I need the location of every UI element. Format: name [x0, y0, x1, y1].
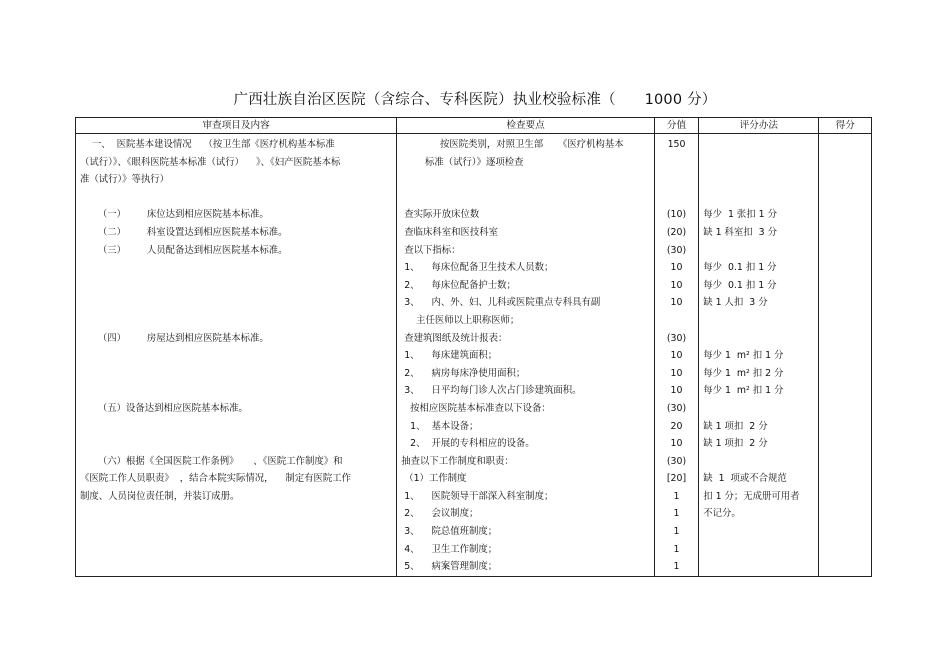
method-line	[401, 171, 650, 189]
item-line: （一） 床位达到相应医院基本标准。	[80, 209, 269, 221]
header-final: 得分	[819, 118, 872, 134]
score-value: 10	[670, 350, 683, 362]
rule-line	[703, 171, 814, 189]
score-value: (30)	[666, 455, 687, 467]
rule-line: 缺 1 科室扣 3 分	[703, 226, 777, 238]
item-line	[80, 418, 392, 436]
header-method: 检查要点	[397, 118, 655, 134]
item-line	[80, 294, 392, 312]
item-line	[80, 189, 392, 207]
item-line	[80, 312, 392, 330]
score-value: 10	[670, 262, 683, 274]
method-line: 5、 病案管理制度；	[401, 561, 498, 573]
method-line: 1、 医院领导干部深入科室制度；	[401, 490, 554, 502]
item-line: （试行）》、《眼科医院基本标准（试行） 》、《妇产医院基本标	[80, 156, 341, 168]
rule-line: 扣 1 分；无成册可用者	[703, 490, 800, 502]
rule-line: 每少 1 m² 扣 1 分	[703, 385, 784, 397]
standards-table	[75, 117, 872, 577]
method-line: 1、 每床建筑面积；	[401, 350, 498, 362]
rule-line	[703, 400, 814, 418]
rule-line: 缺 1 项或不合规范	[703, 473, 787, 485]
score-value: (30)	[666, 402, 687, 414]
rule-line: 每少 1 张扣 1 分	[703, 209, 777, 221]
score-value: (10)	[666, 209, 687, 221]
score-value: 10	[670, 367, 683, 379]
method-line: 2、 会议制度；	[401, 508, 479, 520]
scoring-method-column	[699, 134, 819, 577]
score-value	[659, 312, 694, 330]
item-line: （二） 科室设置达到相应医院基本标准。	[80, 226, 288, 238]
method-line: 按相应医院基本标准查以下设备：	[401, 402, 551, 414]
rule-line: 缺 1 人扣 3 分	[703, 297, 768, 309]
score-value	[659, 189, 694, 207]
item-line	[80, 365, 392, 383]
header-rule: 评分办法	[699, 118, 819, 134]
method-line: 1、 基本设备；	[401, 420, 479, 432]
rule-line	[703, 330, 814, 348]
score-value: 1	[673, 490, 680, 502]
method-line: 查建筑图纸及统计报表：	[401, 332, 508, 344]
item-line: （六）根据《全国医院工作条例》 、《医院工作制度》和	[80, 455, 343, 467]
method-line: 主任医师以上职称医师；	[401, 314, 520, 326]
item-line: 《医院工作人员职责》 ，结合本院实际情况， 制定有医院工作	[80, 473, 352, 485]
item-line: （四） 房屋达到相应医院基本标准。	[80, 332, 269, 344]
score-value: 10	[670, 385, 683, 397]
item-line: （五）设备达到相应医院基本标准。	[80, 402, 248, 414]
score-value: (30)	[666, 332, 687, 344]
rule-line: 每少 1 m² 扣 1 分	[703, 350, 784, 362]
score-value: 10	[670, 438, 683, 450]
score-value: (20)	[666, 226, 687, 238]
rule-line	[703, 189, 814, 207]
method-line: 2、 开展的专科相应的设备。	[401, 438, 535, 450]
item-line: 制度、人员岗位责任制，并装订成册。	[80, 490, 240, 502]
review-items-column	[76, 134, 397, 577]
item-line: 一、 医院基本建设情况 （按卫生部《医疗机构基本标准	[80, 139, 335, 150]
method-line: 1、 每床位配备卫生技术人员数；	[401, 262, 554, 274]
rule-line: 缺 1 项扣 2 分	[703, 438, 768, 450]
score-value	[659, 154, 694, 172]
score-value: 1	[673, 526, 680, 538]
header-score: 分值	[654, 118, 698, 134]
check-points-column	[397, 134, 655, 577]
method-line: 查以下指标：	[401, 244, 461, 256]
rule-line: 每少 0.1 扣 1 分	[703, 279, 777, 291]
table-header-row	[76, 118, 872, 134]
item-line	[80, 259, 392, 277]
page-title: 广西壮族自治区医院（含综合、专科医院）执业校验标准（ 1000 分）	[233, 92, 717, 108]
method-line: 3、 内、外、妇、儿科或医院重点专科具有副	[401, 297, 601, 309]
method-line	[401, 189, 650, 207]
rule-line	[703, 242, 814, 260]
score-value: 1	[673, 508, 680, 520]
method-line: 4、 卫生工作制度；	[401, 543, 498, 555]
score-value: 1	[673, 543, 680, 555]
item-line	[80, 382, 392, 400]
rule-line	[703, 136, 814, 154]
method-line: 抽查以下工作制度和职责：	[401, 455, 514, 467]
score-value: 1	[673, 561, 680, 573]
final-score-column	[819, 134, 872, 577]
rule-line: 每少 0.1 扣 1 分	[703, 262, 777, 274]
method-line: 标准（试行）》逐项检查	[401, 156, 524, 168]
method-line: 3、 院总值班制度；	[401, 526, 498, 538]
score-value: [20]	[666, 473, 687, 485]
rule-line: 缺 1 项扣 2 分	[703, 420, 768, 432]
method-line: 查临床科室和医技科室	[401, 226, 498, 238]
header-item: 审查项目及内容	[76, 118, 397, 134]
method-line: 3、 日平均每门诊人次占门诊建筑面积。	[401, 385, 582, 397]
item-line: 准（试行）》等执行）	[80, 174, 170, 186]
item-line	[80, 435, 392, 453]
item-line	[80, 347, 392, 365]
method-line: 查实际开放床位数	[401, 209, 480, 221]
method-line: 按医院类别，对照卫生部 《医疗机构基本	[401, 139, 624, 150]
score-column	[654, 134, 698, 577]
score-value: (30)	[666, 244, 687, 256]
item-line	[80, 277, 392, 295]
method-line: 2、 每床位配备护士数；	[401, 279, 516, 291]
score-value: 10	[670, 297, 683, 309]
rule-line	[703, 312, 814, 330]
rule-line: 每少 1 m² 扣 2 分	[703, 367, 784, 379]
table-body-row	[76, 134, 872, 577]
method-line: 2、 病房每床净使用面积；	[401, 367, 526, 379]
rule-line	[703, 154, 814, 172]
item-line: （三） 人员配备达到相应医院基本标准。	[80, 244, 288, 256]
score-value: 150	[667, 139, 686, 150]
score-value: 10	[670, 279, 683, 291]
rule-line: 不记分。	[703, 508, 741, 520]
score-value	[659, 171, 694, 189]
method-line: （1）工作制度	[401, 473, 467, 485]
rule-line	[703, 453, 814, 471]
score-value: 20	[670, 420, 683, 432]
